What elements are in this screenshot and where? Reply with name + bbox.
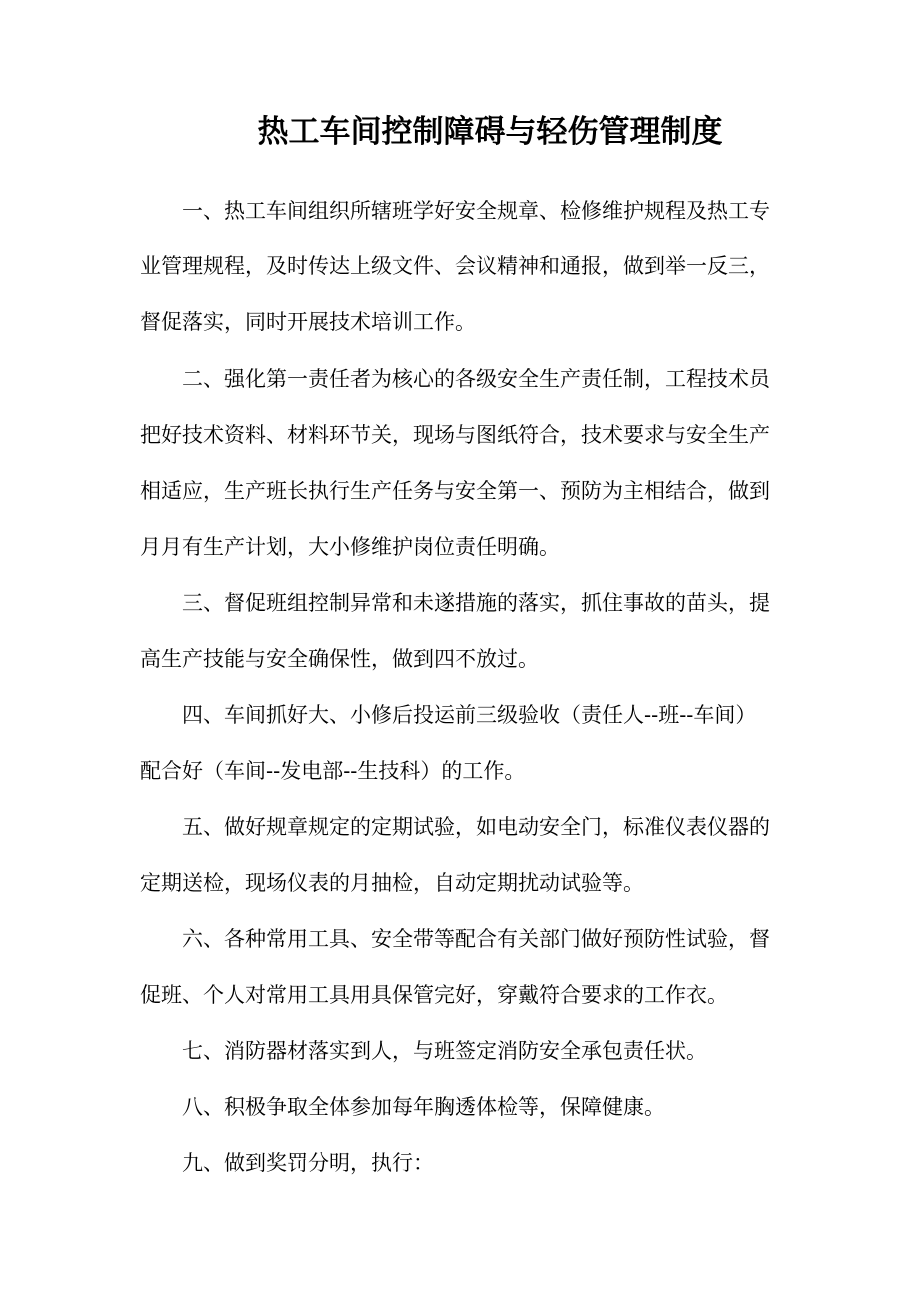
paragraph-9-line-1: 九、做到奖罚分明，执行： — [182, 1151, 434, 1175]
paragraph-2-line-2: 把好技术资料、材料环节关，现场与图纸符合，技术要求与安全生产 — [140, 423, 770, 447]
paragraph-1-line-3: 督促落实，同时开展技术培训工作。 — [140, 310, 476, 334]
paragraph-2-line-3: 相适应，生产班长执行生产任务与安全第一、预防为主相结合，做到 — [140, 479, 770, 503]
paragraph-2-line-4: 月月有生产计划，大小修维护岗位责任明确。 — [140, 535, 560, 559]
paragraph-1-line-1: 一、热工车间组织所辖班学好安全规章、检修维护规程及热工专 — [182, 199, 770, 223]
paragraph-7-line-1: 七、消防器材落实到人，与班签定消防安全承包责任状。 — [182, 1039, 707, 1063]
paragraph-4-line-1: 四、车间抓好大、小修后投运前三级验收（责任人--班--车间） — [182, 703, 757, 727]
document-title: 热工车间控制障碍与轻伤管理制度 — [257, 114, 723, 150]
paragraph-3-line-2: 高生产技能与安全确保性，做到四不放过。 — [140, 647, 539, 671]
paragraph-5-line-2: 定期送检，现场仪表的月抽检，自动定期扰动试验等。 — [140, 871, 644, 895]
paragraph-6-line-2: 促班、个人对常用工具用具保管完好，穿戴符合要求的工作衣。 — [140, 983, 728, 1007]
paragraph-5-line-1: 五、做好规章规定的定期试验，如电动安全门，标准仪表仪器的 — [182, 815, 770, 839]
paragraph-3-line-1: 三、督促班组控制异常和未遂措施的落实，抓住事故的苗头，提 — [182, 591, 770, 615]
paragraph-4-line-2: 配合好（车间--发电部--生技科）的工作。 — [140, 759, 526, 783]
paragraph-8-line-1: 八、积极争取全体参加每年胸透体检等，保障健康。 — [182, 1095, 665, 1119]
paragraph-2-line-1: 二、强化第一责任者为核心的各级安全生产责任制，工程技术员 — [182, 367, 770, 391]
paragraph-1-line-2: 业管理规程，及时传达上级文件、会议精神和通报，做到举一反三， — [140, 254, 770, 278]
paragraph-6-line-1: 六、各种常用工具、安全带等配合有关部门做好预防性试验，督 — [182, 927, 770, 951]
